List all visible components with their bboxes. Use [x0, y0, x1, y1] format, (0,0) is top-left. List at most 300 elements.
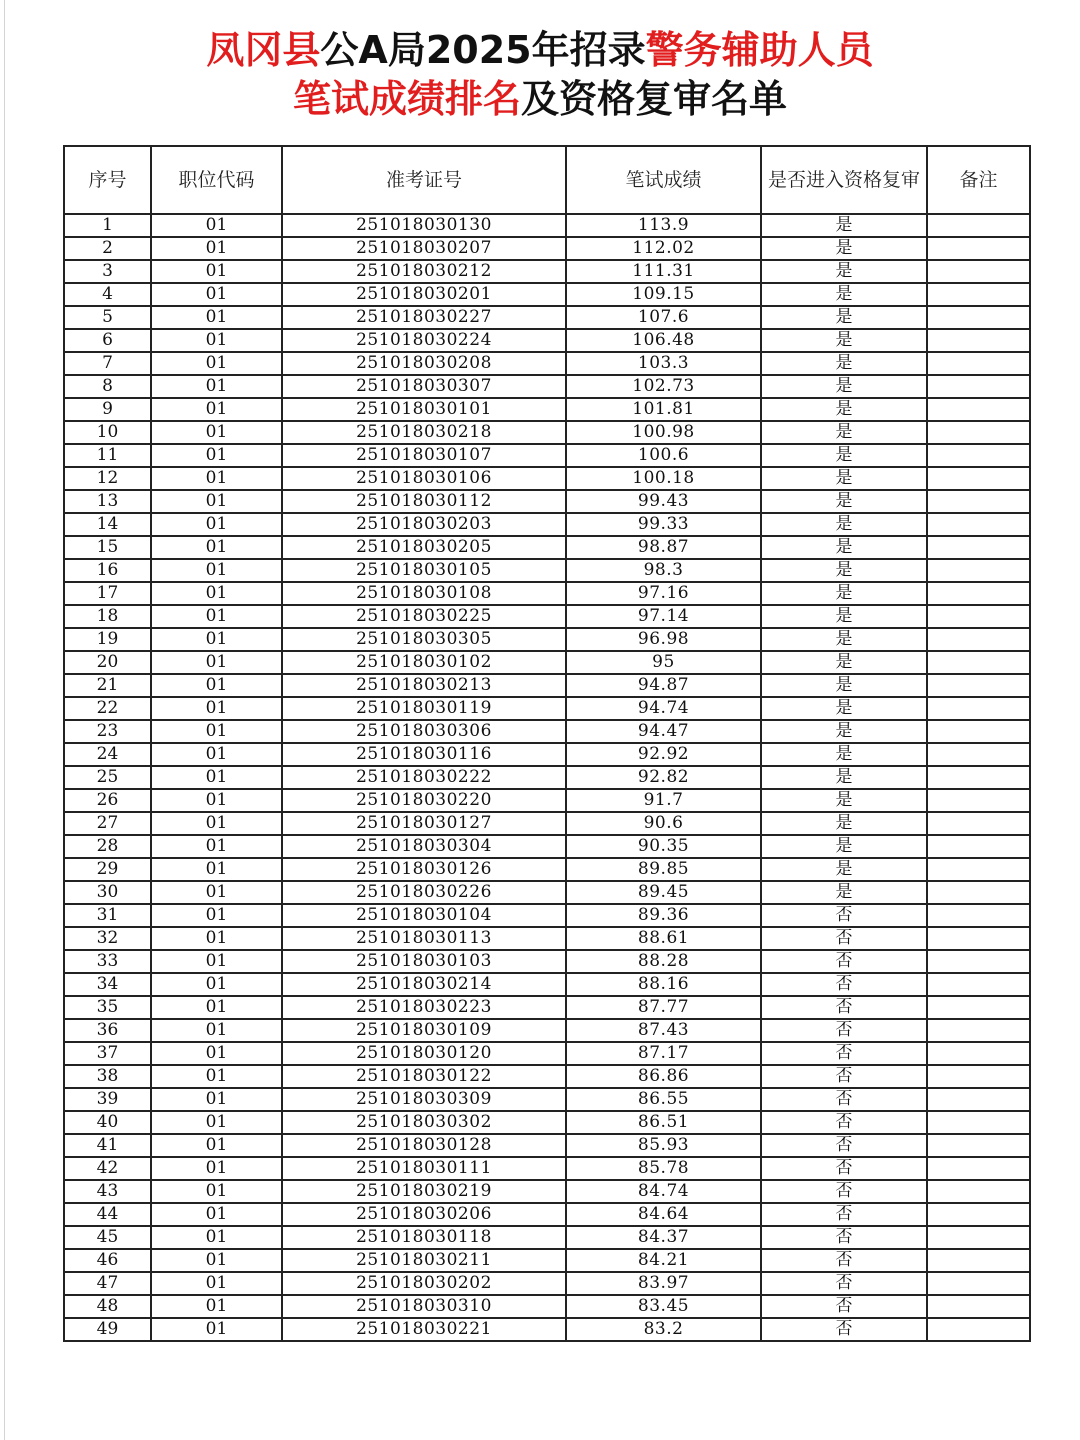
cell-remarks: [927, 398, 1030, 421]
cell-qualified: 否: [761, 1318, 927, 1341]
cell-qualified: 是: [761, 674, 927, 697]
cell-qualified: 是: [761, 766, 927, 789]
table-row: [64, 1249, 1030, 1272]
cell-position-code: 01: [151, 352, 282, 375]
cell-written-score: 85.93: [566, 1134, 761, 1157]
cell-qualified: 是: [761, 743, 927, 766]
cell-ticket-number: 251018030130: [282, 214, 566, 237]
cell-remarks: [927, 260, 1030, 283]
cell-written-score: 94.74: [566, 697, 761, 720]
cell-qualified: 是: [761, 329, 927, 352]
table-row: [64, 559, 1030, 582]
cell-written-score: 91.7: [566, 789, 761, 812]
table-row: [64, 628, 1030, 651]
cell-qualified: 是: [761, 306, 927, 329]
header-written-score: 笔试成绩: [566, 146, 761, 214]
title-position: 警务辅助人员: [645, 28, 874, 72]
table-row: [64, 674, 1030, 697]
cell-qualified: 否: [761, 950, 927, 973]
table-row: [64, 214, 1030, 237]
header-position-code: 职位代码: [151, 146, 282, 214]
cell-serial: 15: [64, 536, 151, 559]
cell-ticket-number: 251018030120: [282, 1042, 566, 1065]
cell-ticket-number: 251018030208: [282, 352, 566, 375]
cell-written-score: 83.2: [566, 1318, 761, 1341]
cell-position-code: 01: [151, 237, 282, 260]
cell-serial: 11: [64, 444, 151, 467]
cell-ticket-number: 251018030103: [282, 950, 566, 973]
cell-written-score: 97.16: [566, 582, 761, 605]
cell-written-score: 100.98: [566, 421, 761, 444]
cell-serial: 47: [64, 1272, 151, 1295]
cell-written-score: 84.21: [566, 1249, 761, 1272]
cell-ticket-number: 251018030305: [282, 628, 566, 651]
cell-qualified: 是: [761, 444, 927, 467]
cell-ticket-number: 251018030307: [282, 375, 566, 398]
cell-written-score: 83.45: [566, 1295, 761, 1318]
title-agency: 公A局2025年招录: [320, 28, 646, 72]
cell-qualified: 否: [761, 1019, 927, 1042]
cell-written-score: 103.3: [566, 352, 761, 375]
cell-remarks: [927, 559, 1030, 582]
cell-written-score: 88.61: [566, 927, 761, 950]
table-header-row: [64, 146, 1030, 214]
cell-qualified: 是: [761, 651, 927, 674]
cell-qualified: 是: [761, 881, 927, 904]
cell-ticket-number: 251018030212: [282, 260, 566, 283]
cell-remarks: [927, 651, 1030, 674]
cell-position-code: 01: [151, 1157, 282, 1180]
cell-remarks: [927, 421, 1030, 444]
table-row: [64, 812, 1030, 835]
cell-remarks: [927, 536, 1030, 559]
cell-qualified: 否: [761, 1111, 927, 1134]
cell-position-code: 01: [151, 720, 282, 743]
cell-serial: 30: [64, 881, 151, 904]
cell-remarks: [927, 1157, 1030, 1180]
cell-position-code: 01: [151, 904, 282, 927]
cell-remarks: [927, 881, 1030, 904]
cell-qualified: 否: [761, 1157, 927, 1180]
cell-remarks: [927, 1042, 1030, 1065]
cell-position-code: 01: [151, 513, 282, 536]
cell-remarks: [927, 1088, 1030, 1111]
cell-ticket-number: 251018030105: [282, 559, 566, 582]
cell-remarks: [927, 1180, 1030, 1203]
table-row: [64, 421, 1030, 444]
cell-serial: 12: [64, 467, 151, 490]
cell-position-code: 01: [151, 766, 282, 789]
title-line-1: [0, 26, 1080, 75]
cell-ticket-number: 251018030113: [282, 927, 566, 950]
table-row: [64, 697, 1030, 720]
cell-position-code: 01: [151, 651, 282, 674]
table-row: [64, 444, 1030, 467]
table-row: [64, 1088, 1030, 1111]
cell-ticket-number: 251018030218: [282, 421, 566, 444]
table-row: [64, 858, 1030, 881]
cell-written-score: 84.37: [566, 1226, 761, 1249]
cell-written-score: 98.87: [566, 536, 761, 559]
cell-position-code: 01: [151, 674, 282, 697]
cell-serial: 8: [64, 375, 151, 398]
cell-ticket-number: 251018030203: [282, 513, 566, 536]
cell-qualified: 是: [761, 237, 927, 260]
cell-position-code: 01: [151, 467, 282, 490]
cell-position-code: 01: [151, 559, 282, 582]
cell-remarks: [927, 973, 1030, 996]
cell-serial: 48: [64, 1295, 151, 1318]
title-ranking: 笔试成绩排名: [292, 77, 521, 121]
cell-ticket-number: 251018030225: [282, 605, 566, 628]
cell-remarks: [927, 513, 1030, 536]
page-title: [0, 26, 1080, 124]
cell-remarks: [927, 1065, 1030, 1088]
cell-serial: 14: [64, 513, 151, 536]
cell-serial: 2: [64, 237, 151, 260]
cell-remarks: [927, 1203, 1030, 1226]
table-row: [64, 1295, 1030, 1318]
cell-qualified: 是: [761, 628, 927, 651]
cell-qualified: 否: [761, 1134, 927, 1157]
cell-written-score: 96.98: [566, 628, 761, 651]
cell-ticket-number: 251018030109: [282, 1019, 566, 1042]
cell-qualified: 否: [761, 1249, 927, 1272]
cell-serial: 41: [64, 1134, 151, 1157]
table-row: [64, 375, 1030, 398]
cell-position-code: 01: [151, 628, 282, 651]
cell-written-score: 100.6: [566, 444, 761, 467]
table-row: [64, 996, 1030, 1019]
cell-written-score: 98.3: [566, 559, 761, 582]
cell-position-code: 01: [151, 1088, 282, 1111]
table-row: [64, 1272, 1030, 1295]
table-row: [64, 881, 1030, 904]
table-row: [64, 1042, 1030, 1065]
table-row: [64, 1065, 1030, 1088]
cell-remarks: [927, 375, 1030, 398]
cell-qualified: 否: [761, 973, 927, 996]
cell-position-code: 01: [151, 398, 282, 421]
cell-serial: 3: [64, 260, 151, 283]
cell-written-score: 99.43: [566, 490, 761, 513]
cell-serial: 23: [64, 720, 151, 743]
cell-written-score: 90.35: [566, 835, 761, 858]
cell-written-score: 109.15: [566, 283, 761, 306]
cell-serial: 35: [64, 996, 151, 1019]
cell-position-code: 01: [151, 421, 282, 444]
table-row: [64, 1019, 1030, 1042]
cell-ticket-number: 251018030224: [282, 329, 566, 352]
cell-serial: 31: [64, 904, 151, 927]
cell-qualified: 是: [761, 352, 927, 375]
cell-ticket-number: 251018030310: [282, 1295, 566, 1318]
cell-ticket-number: 251018030205: [282, 536, 566, 559]
cell-ticket-number: 251018030128: [282, 1134, 566, 1157]
cell-written-score: 90.6: [566, 812, 761, 835]
cell-position-code: 01: [151, 835, 282, 858]
cell-qualified: 否: [761, 1088, 927, 1111]
cell-remarks: [927, 1318, 1030, 1341]
cell-remarks: [927, 1295, 1030, 1318]
cell-serial: 33: [64, 950, 151, 973]
table-row: [64, 329, 1030, 352]
cell-ticket-number: 251018030202: [282, 1272, 566, 1295]
cell-qualified: 否: [761, 1203, 927, 1226]
cell-ticket-number: 251018030207: [282, 237, 566, 260]
cell-ticket-number: 251018030213: [282, 674, 566, 697]
table-row: [64, 950, 1030, 973]
cell-remarks: [927, 306, 1030, 329]
cell-qualified: 否: [761, 927, 927, 950]
cell-position-code: 01: [151, 605, 282, 628]
table-row: [64, 789, 1030, 812]
cell-qualified: 是: [761, 697, 927, 720]
cell-position-code: 01: [151, 1226, 282, 1249]
cell-position-code: 01: [151, 1042, 282, 1065]
table-row: [64, 720, 1030, 743]
cell-serial: 45: [64, 1226, 151, 1249]
cell-position-code: 01: [151, 743, 282, 766]
cell-serial: 21: [64, 674, 151, 697]
cell-qualified: 否: [761, 1295, 927, 1318]
cell-serial: 43: [64, 1180, 151, 1203]
cell-written-score: 87.43: [566, 1019, 761, 1042]
cell-serial: 34: [64, 973, 151, 996]
cell-remarks: [927, 444, 1030, 467]
title-line-2: [0, 75, 1080, 124]
cell-qualified: 是: [761, 375, 927, 398]
cell-qualified: 是: [761, 421, 927, 444]
cell-ticket-number: 251018030226: [282, 881, 566, 904]
cell-position-code: 01: [151, 1249, 282, 1272]
cell-position-code: 01: [151, 812, 282, 835]
cell-written-score: 86.55: [566, 1088, 761, 1111]
cell-position-code: 01: [151, 444, 282, 467]
cell-position-code: 01: [151, 1203, 282, 1226]
header-remarks: 备注: [927, 146, 1030, 214]
table-row: [64, 1157, 1030, 1180]
header-qualification-review: 是否进入资格复审: [761, 146, 927, 214]
cell-ticket-number: 251018030111: [282, 1157, 566, 1180]
cell-remarks: [927, 766, 1030, 789]
cell-ticket-number: 251018030112: [282, 490, 566, 513]
cell-remarks: [927, 996, 1030, 1019]
cell-written-score: 84.74: [566, 1180, 761, 1203]
cell-remarks: [927, 582, 1030, 605]
table-row: [64, 766, 1030, 789]
cell-ticket-number: 251018030106: [282, 467, 566, 490]
cell-remarks: [927, 835, 1030, 858]
cell-written-score: 94.87: [566, 674, 761, 697]
cell-remarks: [927, 283, 1030, 306]
title-county: 凤冈县: [206, 28, 321, 72]
cell-written-score: 99.33: [566, 513, 761, 536]
cell-serial: 46: [64, 1249, 151, 1272]
cell-ticket-number: 251018030108: [282, 582, 566, 605]
cell-remarks: [927, 214, 1030, 237]
cell-remarks: [927, 789, 1030, 812]
cell-written-score: 86.86: [566, 1065, 761, 1088]
cell-written-score: 88.28: [566, 950, 761, 973]
cell-ticket-number: 251018030107: [282, 444, 566, 467]
table-row: [64, 1180, 1030, 1203]
cell-remarks: [927, 697, 1030, 720]
table-row: [64, 1134, 1030, 1157]
cell-remarks: [927, 329, 1030, 352]
cell-written-score: 94.47: [566, 720, 761, 743]
cell-ticket-number: 251018030206: [282, 1203, 566, 1226]
cell-ticket-number: 251018030306: [282, 720, 566, 743]
cell-serial: 17: [64, 582, 151, 605]
cell-written-score: 95: [566, 651, 761, 674]
table-row: [64, 467, 1030, 490]
cell-serial: 10: [64, 421, 151, 444]
cell-position-code: 01: [151, 536, 282, 559]
cell-remarks: [927, 812, 1030, 835]
table-row: [64, 743, 1030, 766]
cell-written-score: 87.17: [566, 1042, 761, 1065]
title-review-list: 及资格复审名单: [521, 77, 788, 121]
cell-written-score: 87.77: [566, 996, 761, 1019]
cell-serial: 22: [64, 697, 151, 720]
cell-ticket-number: 251018030126: [282, 858, 566, 881]
cell-serial: 18: [64, 605, 151, 628]
cell-ticket-number: 251018030222: [282, 766, 566, 789]
cell-ticket-number: 251018030219: [282, 1180, 566, 1203]
table-row: [64, 237, 1030, 260]
cell-serial: 26: [64, 789, 151, 812]
cell-serial: 27: [64, 812, 151, 835]
cell-position-code: 01: [151, 260, 282, 283]
cell-ticket-number: 251018030201: [282, 283, 566, 306]
cell-qualified: 是: [761, 582, 927, 605]
cell-qualified: 否: [761, 1042, 927, 1065]
cell-written-score: 112.02: [566, 237, 761, 260]
cell-written-score: 106.48: [566, 329, 761, 352]
cell-position-code: 01: [151, 1065, 282, 1088]
cell-ticket-number: 251018030309: [282, 1088, 566, 1111]
cell-serial: 36: [64, 1019, 151, 1042]
cell-serial: 42: [64, 1157, 151, 1180]
cell-qualified: 是: [761, 398, 927, 421]
cell-ticket-number: 251018030220: [282, 789, 566, 812]
cell-serial: 20: [64, 651, 151, 674]
cell-position-code: 01: [151, 214, 282, 237]
cell-position-code: 01: [151, 881, 282, 904]
cell-position-code: 01: [151, 1318, 282, 1341]
cell-ticket-number: 251018030304: [282, 835, 566, 858]
cell-remarks: [927, 858, 1030, 881]
cell-remarks: [927, 927, 1030, 950]
cell-written-score: 86.51: [566, 1111, 761, 1134]
cell-position-code: 01: [151, 697, 282, 720]
table-row: [64, 283, 1030, 306]
cell-serial: 9: [64, 398, 151, 421]
cell-qualified: 否: [761, 904, 927, 927]
cell-position-code: 01: [151, 306, 282, 329]
header-serial: 序号: [64, 146, 151, 214]
cell-written-score: 113.9: [566, 214, 761, 237]
cell-position-code: 01: [151, 1272, 282, 1295]
cell-serial: 29: [64, 858, 151, 881]
cell-remarks: [927, 1019, 1030, 1042]
cell-qualified: 是: [761, 490, 927, 513]
cell-serial: 32: [64, 927, 151, 950]
cell-position-code: 01: [151, 329, 282, 352]
cell-ticket-number: 251018030102: [282, 651, 566, 674]
cell-ticket-number: 251018030116: [282, 743, 566, 766]
cell-position-code: 01: [151, 490, 282, 513]
cell-qualified: 是: [761, 812, 927, 835]
cell-serial: 5: [64, 306, 151, 329]
cell-written-score: 85.78: [566, 1157, 761, 1180]
cell-remarks: [927, 628, 1030, 651]
cell-written-score: 89.45: [566, 881, 761, 904]
cell-position-code: 01: [151, 1019, 282, 1042]
table-row: [64, 398, 1030, 421]
cell-remarks: [927, 1134, 1030, 1157]
cell-ticket-number: 251018030221: [282, 1318, 566, 1341]
cell-remarks: [927, 1272, 1030, 1295]
cell-position-code: 01: [151, 1111, 282, 1134]
cell-position-code: 01: [151, 582, 282, 605]
cell-qualified: 是: [761, 260, 927, 283]
cell-written-score: 101.81: [566, 398, 761, 421]
cell-qualified: 是: [761, 835, 927, 858]
cell-written-score: 100.18: [566, 467, 761, 490]
cell-remarks: [927, 1111, 1030, 1134]
cell-serial: 44: [64, 1203, 151, 1226]
cell-position-code: 01: [151, 1180, 282, 1203]
cell-position-code: 01: [151, 950, 282, 973]
cell-qualified: 是: [761, 605, 927, 628]
cell-position-code: 01: [151, 858, 282, 881]
cell-written-score: 111.31: [566, 260, 761, 283]
cell-remarks: [927, 237, 1030, 260]
table-row: [64, 260, 1030, 283]
cell-remarks: [927, 674, 1030, 697]
cell-remarks: [927, 352, 1030, 375]
cell-remarks: [927, 605, 1030, 628]
cell-serial: 40: [64, 1111, 151, 1134]
cell-serial: 6: [64, 329, 151, 352]
cell-written-score: 84.64: [566, 1203, 761, 1226]
cell-qualified: 是: [761, 513, 927, 536]
cell-remarks: [927, 904, 1030, 927]
cell-qualified: 否: [761, 1272, 927, 1295]
cell-ticket-number: 251018030122: [282, 1065, 566, 1088]
cell-serial: 1: [64, 214, 151, 237]
table-row: [64, 1226, 1030, 1249]
table-row: [64, 973, 1030, 996]
cell-remarks: [927, 743, 1030, 766]
cell-qualified: 否: [761, 996, 927, 1019]
table-row: [64, 582, 1030, 605]
table-row: [64, 1203, 1030, 1226]
cell-ticket-number: 251018030118: [282, 1226, 566, 1249]
cell-ticket-number: 251018030101: [282, 398, 566, 421]
cell-ticket-number: 251018030227: [282, 306, 566, 329]
cell-position-code: 01: [151, 1134, 282, 1157]
cell-ticket-number: 251018030127: [282, 812, 566, 835]
cell-ticket-number: 251018030119: [282, 697, 566, 720]
cell-position-code: 01: [151, 375, 282, 398]
cell-ticket-number: 251018030223: [282, 996, 566, 1019]
cell-remarks: [927, 490, 1030, 513]
cell-qualified: 是: [761, 467, 927, 490]
cell-written-score: 107.6: [566, 306, 761, 329]
